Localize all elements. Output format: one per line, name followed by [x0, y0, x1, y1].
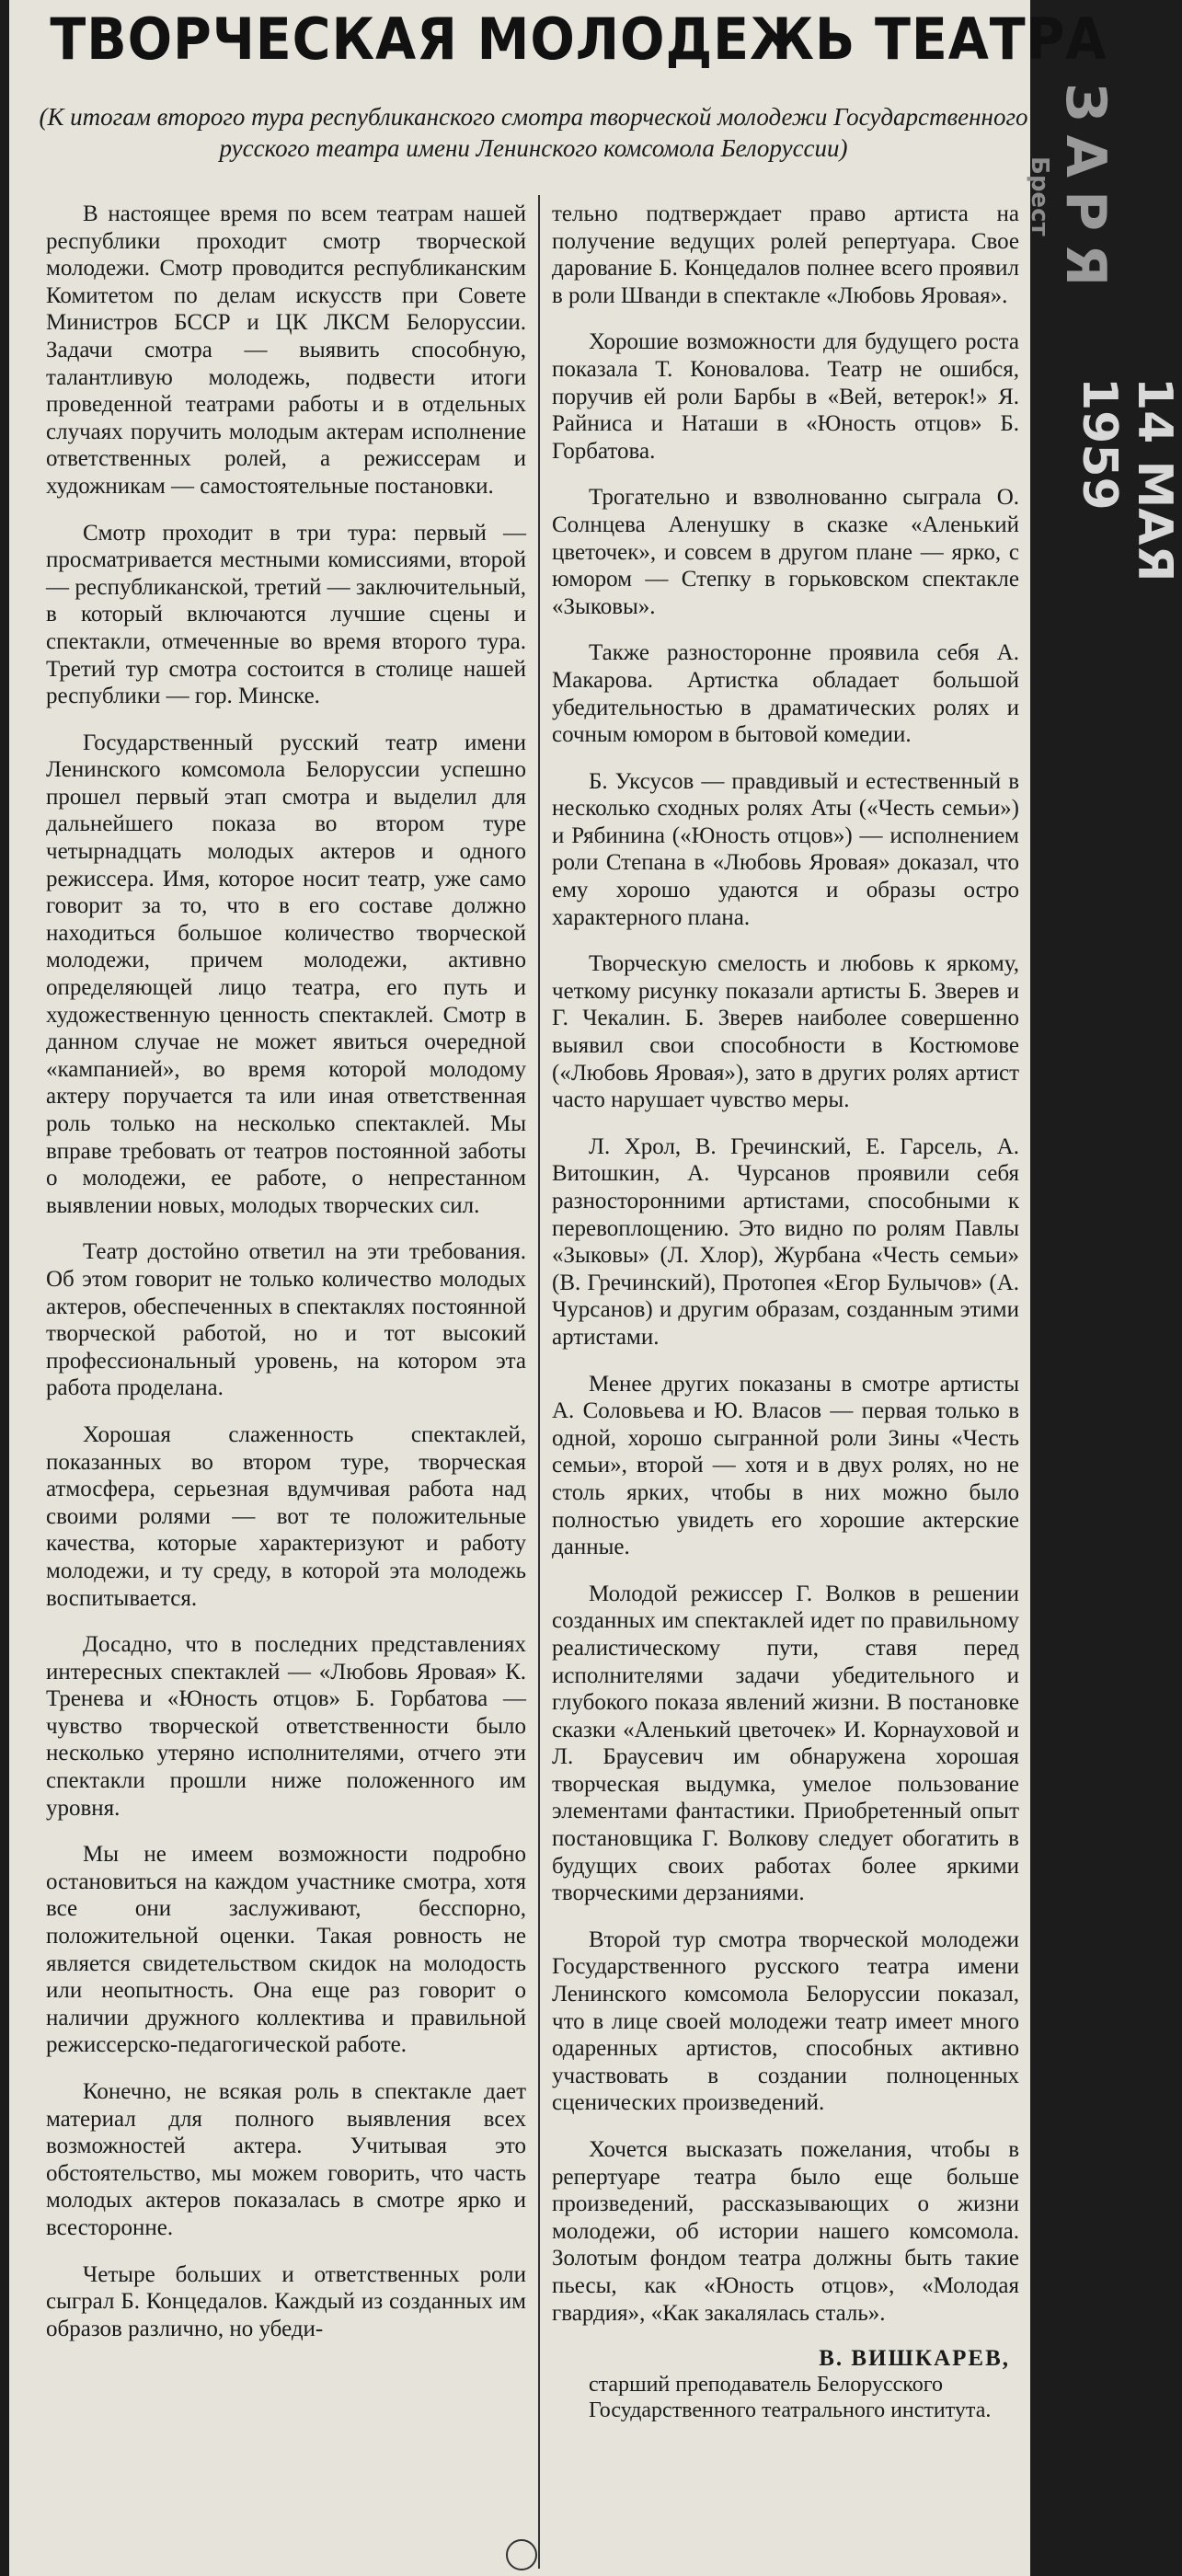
signature [552, 2346, 1019, 2423]
paragraph: Хорошая слаженность спектаклей, показанных во втором туре, творческая атмосфера, серьезная вдумчивая работа над своими ролями — вот те положительные качества, которые характеризуют и работу молодежи, и ту среду, в которой эта молодежь воспитывается. [46, 1421, 526, 1611]
paragraph: Молодой режиссер Г. Волков в решении созданных им спектаклей идет по правильному реалистическому пути, ставя перед исполнителями задачи убедительного и глубокого показа явлений жизни. В постановке сказки «Аленький цветочек» И. Корнауховой и Л. Браусевич им обнаружена хорошая творческая выдумка, умелое пользование элементами фантастики. Приобретенный опыт постановщика Г. Волкову следует обогатить в будущих своих работах более яркими творческими дерзаниями. [552, 1581, 1019, 1906]
subtitle: (К итогам второго тура республиканского смотра творческой молодежи Государственного русского театра имени Ленинского комсомола Белоруссии) [39, 103, 1028, 162]
paragraph: Хорошие возможности для будущего роста показала Т. Коновалова. Театр не ошибся, поручив ей роли Барбы в «Вей, ветерок!» Я. Райниса и Наташи в «Юность отцов» Б. Горбатова. [552, 329, 1019, 464]
paragraph: Л. Хрол, В. Гречинский, Е. Гарсель, А. Витошкин, А. Чурсанов проявили себя разносторонними артистами, способными к перевоплощению. Это видно по ролям Павлы «Зыковы» (Л. Хлор), Журбана «Честь семьи» (В. Гречинский), Протопея «Егор Булычов» (А. Чурсанов) и другим образам, созданным этими артистами. [552, 1133, 1019, 1350]
paragraph: Б. Уксусов — правдивый и естественный в несколько сходных ролях Аты («Честь семьи») и Рябинина («Юность отцов») — исполнением роли Степана в «Любовь Яровая» доказал, что ему хорошо удаются и образы остро характерного плана. [552, 768, 1019, 930]
paragraph: В настоящее время по всем театрам нашей республики проходит смотр творческой молодежи. Смотр проводится республиканским Комитетом по делам искусств при Совете Министров БССР и ЦК ЛКСМ Белоруссии. Задачи смотра — выявить способную, талантливую молодежь, подвести итоги проведенной театрами работы и в отдельных случаях поручить молодым актерам исполнение ответственных ролей, а режиссерам и художникам — самостоятельные постановки. [46, 201, 526, 499]
paragraph: Менее других показаны в смотре артисты А. Соловьева и Ю. Власов — первая только в одной, хорошо сыгранной роли Зины «Честь семьи», второй — хотя и в двух ролях, но не столь ярких, чтобы в них можно было полностью увидеть его хорошие актерские данные. [552, 1371, 1019, 1560]
stamp-paper-name: ЗАРЯ [1053, 83, 1118, 300]
column-divider [538, 195, 540, 2569]
paragraph: Досадно, что в последних представлениях интересных спектаклей — «Любовь Яровая» К. Тренева и «Юность отцов» Б. Горбатова — чувство творческой ответственности было несколько утеряно исполнителями, отчего эти спектакли прошли ниже положенного им уровня. [46, 1632, 526, 1821]
page-mark-circle [506, 2539, 537, 2570]
headline: ТВОРЧЕСКАЯ МОЛОДЕЖЬ ТЕАТРА [50, 6, 1107, 73]
right-column [552, 195, 1019, 2559]
paragraph: Также разносторонне проявила себя А. Макарова. Артистка обладает большой убедительностью в драматических ролях и сочным юмором в бытовой комедии. [552, 640, 1019, 748]
date-stamp [1026, 83, 1182, 727]
stamp-date: 14 МАЯ 1959 [1072, 377, 1182, 582]
paragraph: Второй тур смотра творческой молодежи Государственного русского театра имени Ленинского комсомола Белоруссии показал, что в лице своей молодежи театр имеет много одаренных артистов, способных активно участвовать в создании полноценных сценических произведений. [552, 1926, 1019, 2116]
paragraph: Мы не имеем возможности подробно остановиться на каждом участнике смотра, хотя все они заслуживают, бесспорно, положительной оценки. Такая ровность не является свидетельством скидок на молодость или неопытность. Она еще раз говорит о наличии дружного коллектива и правильной режиссерско-педагогической работе. [46, 1842, 526, 2058]
paragraph: Театр достойно ответил на эти требования. Об этом говорит не только количество молодых актеров, обеспеченных в спектаклях постоянной творческой работой, но и тот высокий профессиональный уровень, на котором эта работа проделана. [46, 1239, 526, 1401]
paragraph: Государственный русский театр имени Ленинского комсомола Белоруссии успешно прошел первый этап смотра и выделил для дальнейшего показа во втором туре четырнадцать молодых актеров и одного режиссера. Имя, которое носит театр, уже само говорит за то, что в его составе должно находиться большое количество творческой молодежи, причем молодежи, активно определяющей лицо театра, его путь и художественную ценность спектаклей. Смотр в данном случае не может явиться очередной «кампанией», во время которой молодому актеру поручается та или иная ответственная роль только на несколько спектаклей. Мы вправе требовать от театров постоянной заботы о молодежи, ее работе, о непрестанном выявлении новых, молодых творческих сил. [46, 730, 526, 1218]
paragraph: Конечно, не всякая роль в спектакле дает материал для полного выявления всех возможностей актера. Учитывая это обстоятельство, мы можем говорить, что часть молодых актеров показалась в смотре ярко и всесторонне. [46, 2079, 526, 2240]
paragraph: Хочется высказать пожелания, чтобы в репертуаре театра было еще больше произведений, рассказывающих о жизни молодежи, об истории нашего комсомола. Золотым фондом театра должны быть такие пьесы, как «Юность отцов», «Молодая гвардия», «Как закалялась сталь». [552, 2137, 1019, 2326]
author-title: старший преподаватель Белорусского Государственного театрального института. [589, 2373, 992, 2423]
paragraph: Трогательно и взволнованно сыграла О. Солнцева Аленушку в сказке «Аленький цветочек», и совсем в другом плане — ярко, с юмором — Степку в горьковском спектакле «Зыковы». [552, 485, 1019, 619]
left-column [46, 195, 526, 2559]
paragraph: Смотр проходит в три тура: первый — просматривается местными комиссиями, второй — республиканской, третий — заключительный, в который включаются лучшие сцены и спектакли, отмеченные во время второго тура. Третий тур смотра состоится в столице нашей республики — гор. Минске. [46, 520, 526, 709]
author-name: В. ВИШКАРЕВ, [819, 2346, 1010, 2372]
paragraph: Четыре больших и ответственных роли сыграл Б. Концедалов. Каждый из созданных им образов различно, но убеди- [46, 2261, 526, 2341]
paragraph: тельно подтверждает право артиста на получение ведущих ролей репертуара. Свое дарование Б. Концедалов полнее всего проявил в роли Шванди в спектакле «Любовь Яровая». [552, 201, 1019, 308]
stamp-city: Брест [1026, 156, 1053, 236]
paragraph: Творческую смелость и любовь к яркому, четкому рисунку показали артисты Б. Зверев и Г. Чекалин. Б. Зверев наиболее совершенно выявил свои способности в Костюмове («Любовь Яровая»), зато в других ролях артист часто нарушает чувство меры. [552, 951, 1019, 1113]
